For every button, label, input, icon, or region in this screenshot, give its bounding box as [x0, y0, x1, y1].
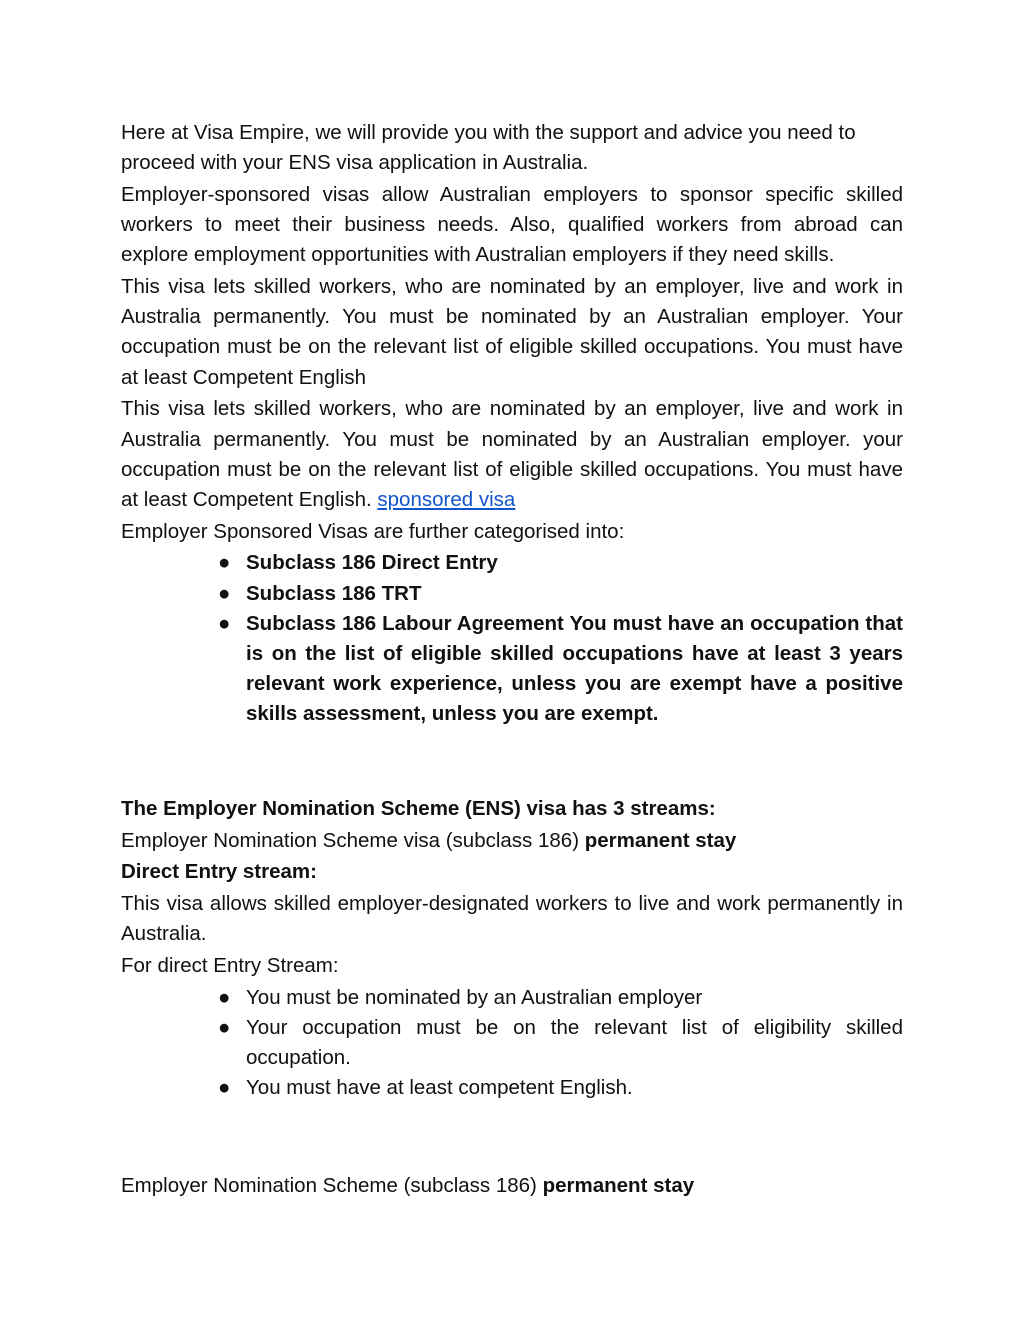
direct-entry-description: This visa allows skilled employer-designated workers to live and work permanently in Australia.: [121, 892, 903, 946]
visa-description-paragraph-1: This visa lets skilled workers, who are nominated by an employer, live and work in Australia permanently. You must be nominated by an Australian employer. Your occupation must be on the relevant list of eligible skilled occupations. You must have at least Competent English: [121, 275, 903, 389]
list-item: [121, 579, 903, 609]
list-item-text: Subclass 186 Labour Agreement You must have an occupation that is on the list of eligible skilled occupations have at least 3 years relevant work experience, unless you are exempt have a positive skills assessment, unless you are exempt.: [246, 611, 903, 726]
bullet-icon: ●: [218, 611, 231, 635]
list-item-text: You must be nominated by an Australian employer: [246, 985, 703, 1009]
list-item-text: Your occupation must be on the relevant list of eligibility skilled occupation.: [246, 1015, 903, 1070]
bullet-icon: ●: [218, 551, 231, 575]
section-gap: [121, 731, 903, 794]
direct-entry-heading: Direct Entry stream:: [121, 860, 317, 884]
ens-streams-heading: The Employer Nomination Scheme (ENS) visa has 3 streams:: [121, 797, 716, 821]
footer-visa-line: [121, 1171, 903, 1201]
list-item: [121, 983, 903, 1013]
list-item-text: You must have at least competent English.: [246, 1076, 633, 1100]
bullet-icon: ●: [218, 985, 231, 1009]
document-page: [121, 118, 903, 1203]
bullet-icon: ●: [218, 1076, 231, 1100]
direct-entry-requirements-list: [121, 983, 903, 1104]
list-item: [121, 548, 903, 578]
visa-description-paragraph-2: [121, 394, 903, 515]
ens-visa-line: [121, 826, 903, 856]
for-direct-entry-label: For direct Entry Stream:: [121, 954, 339, 978]
ens-visa-line-bold: permanent stay: [584, 828, 737, 852]
list-item-text: Subclass 186 TRT: [246, 581, 422, 605]
categorised-intro: Employer Sponsored Visas are further categorised into:: [121, 519, 625, 543]
footer-visa-line-text: Employer Nomination Scheme (subclass 186): [121, 1174, 537, 1198]
list-item: [121, 609, 903, 730]
ens-visa-line-text: Employer Nomination Scheme visa (subclass 186): [121, 828, 580, 852]
list-item: [121, 1073, 903, 1103]
bullet-icon: ●: [218, 581, 231, 605]
visa-description-text: This visa lets skilled workers, who are nominated by an employer, live and work in Australia permanently. You must be nominated by an Australian employer. your occupation must be on the relevant list of eligible skilled occupations. You must have at least Competent English.: [121, 397, 903, 511]
bullet-icon: ●: [218, 1015, 231, 1039]
sponsored-visa-link[interactable]: sponsored visa: [377, 487, 516, 511]
categories-list: [121, 548, 903, 729]
intro-paragraph: Here at Visa Empire, we will provide you with the support and advice you need to proceed with your ENS visa application in Australia.: [121, 121, 856, 175]
footer-visa-line-bold: permanent stay: [542, 1174, 695, 1198]
list-item: [121, 1013, 903, 1073]
section-gap: [121, 1105, 903, 1171]
list-item-text: Subclass 186 Direct Entry: [246, 551, 498, 575]
employer-sponsored-paragraph: Employer-sponsored visas allow Australian employers to sponsor specific skilled workers to meet their business needs. Also, qualified workers from abroad can explore employment opportunities with Australian employers if they need skills.: [121, 182, 903, 267]
